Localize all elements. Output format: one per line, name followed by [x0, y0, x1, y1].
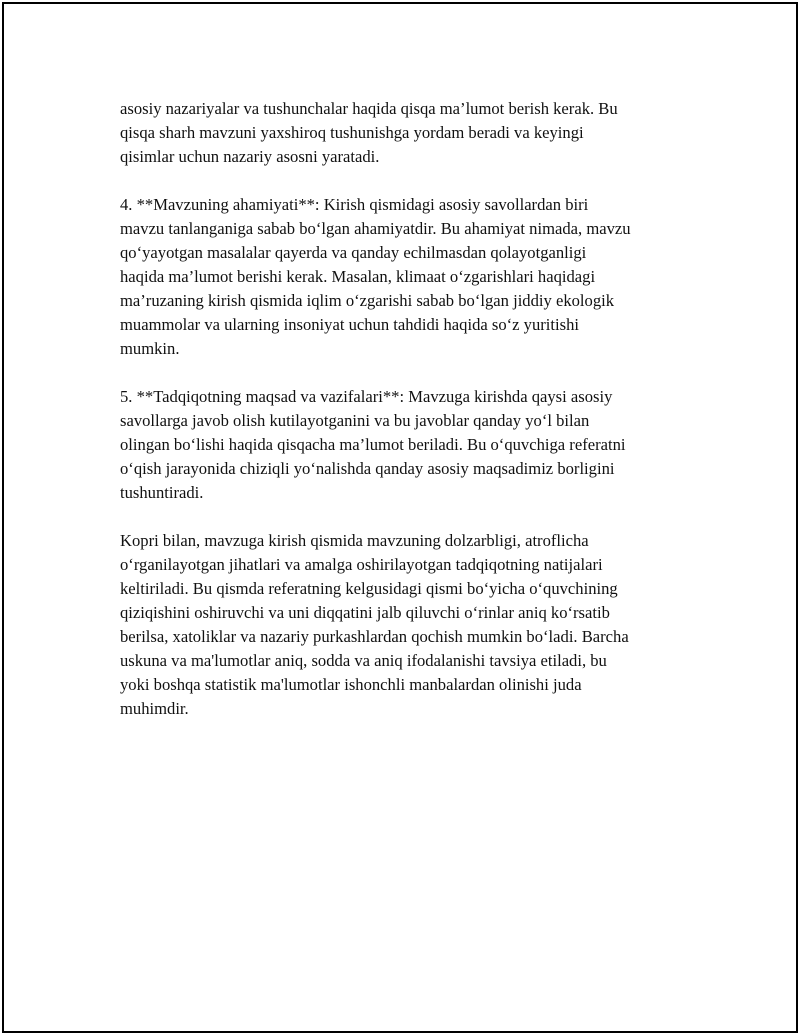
- document-page: [2, 2, 798, 1033]
- paragraph-topic-importance: 4. **Mavzuning ahamiyati**: Kirish qismidagi asosiy savollardan biri mavzu tanlanganiga sabab bo‘lgan ahamiyatdir. Bu ahamiyat nimada, mavzu qo‘yayotgan masalalar qayerda va qanday echilmasdan qolayotganligi haqida ma’lumot berishi kerak. Masalan, klimaat o‘zgarishlari haqidagi ma’ruzaning kirish qismida iqlim o‘zgarishi sabab bo‘lgan jiddiy ekologik muammolar va ularning insoniyat uchun tahdidi haqida so‘z yuritishi mumkin.: [120, 195, 631, 358]
- paragraph-intro-continuation: asosiy nazariyalar va tushunchalar haqida qisqa ma’lumot berish kerak. Bu qisqa sharh mavzuni yaxshiroq tushunishga yordam beradi va keyingi qisimlar uchun nazariy asosni yaratadi.: [120, 99, 618, 166]
- paragraph-research-goals: 5. **Tadqiqotning maqsad va vazifalari**: Mavzuga kirishda qaysi asosiy savollarga javob olish kutilayotganini va bu javoblar qanday yo‘l bilan olingan bo‘lishi haqida qisqacha ma’lumot beriladi. Bu o‘quvchiga referatni o‘qish jarayonida chiziqli yo‘nalishda qanday asosiy maqsadimiz borligini tushuntiradi.: [120, 387, 626, 502]
- paragraph-conclusion: Kopri bilan, mavzuga kirish qismida mavzuning dolzarbligi, atroflicha o‘rganilayotgan jihatlari va amalga oshirilayotgan tadqiqotning natijalari keltiriladi. Bu qismda referatning kelgusidagi qismi bo‘yicha o‘quvchining qiziqishini oshiruvchi va uni diqqatini jalb qiluvchi o‘rinlar aniq ko‘rsatib berilsa, xatoliklar va nazariy purkashlardan qochish mumkin bo‘ladi. Barcha uskuna va ma'lumotlar aniq, sodda va aniq ifodalanishi tavsiya etiladi, bu yoki boshqa statistik ma'lumotlar ishonchli manbalardan olinishi juda muhimdir.: [120, 531, 629, 718]
- document-body: [120, 97, 680, 745]
